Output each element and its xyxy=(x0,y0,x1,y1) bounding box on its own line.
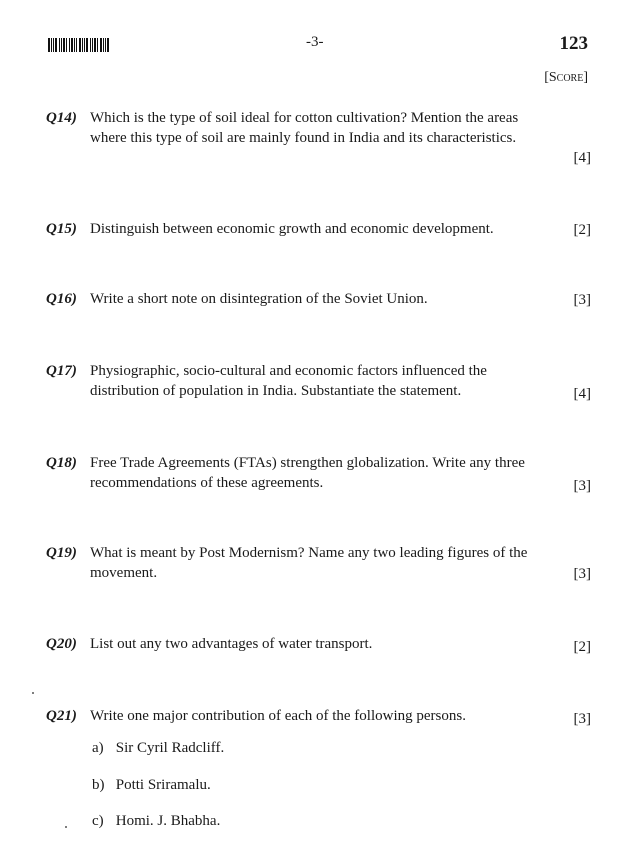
question-20 xyxy=(46,634,591,654)
question-text: List out any two advantages of water transport. xyxy=(90,636,373,652)
question-number: Q15) xyxy=(46,221,77,237)
question-number: Q20) xyxy=(46,636,77,652)
question-number: Q18) xyxy=(46,455,77,471)
barcode xyxy=(48,38,122,52)
question-marks: [4] xyxy=(573,150,591,166)
paper-code: 123 xyxy=(559,33,588,54)
question-text: Which is the type of soil ideal for cotton cultivation? Mention the areas where this type of soil are mainly found in India and its characteristics. xyxy=(90,110,519,146)
option-label: a) xyxy=(92,740,104,756)
option-c xyxy=(92,813,220,830)
question-15 xyxy=(46,219,591,239)
option-text: Potti Sriramalu. xyxy=(115,777,211,793)
question-text: Write a short note on disintegration of the Soviet Union. xyxy=(90,291,428,307)
option-label: c) xyxy=(92,813,104,829)
question-17 xyxy=(46,361,591,401)
question-14 xyxy=(46,108,591,166)
option-label: b) xyxy=(92,777,105,793)
question-number: Q16) xyxy=(46,291,77,307)
stray-mark xyxy=(65,826,67,828)
question-number: Q21) xyxy=(46,708,77,724)
question-18 xyxy=(46,453,591,493)
question-16 xyxy=(46,289,591,309)
question-marks: [2] xyxy=(573,639,591,655)
question-number: Q14) xyxy=(46,110,77,126)
option-b xyxy=(92,777,211,794)
question-21 xyxy=(46,706,591,726)
question-text: Write one major contribution of each of the following persons. xyxy=(90,708,466,724)
question-text: Physiographic, socio-cultural and economic factors influenced the distribution of population in India. Substantiate the statement. xyxy=(90,363,487,399)
question-number: Q17) xyxy=(46,363,77,379)
score-header: [Score] xyxy=(544,70,588,85)
question-text: Free Trade Agreements (FTAs) strengthen globalization. Write any three recommendations of these agreements. xyxy=(90,455,525,491)
question-text: Distinguish between economic growth and economic development. xyxy=(90,221,494,237)
question-marks: [3] xyxy=(573,566,591,582)
option-a xyxy=(92,740,224,757)
stray-mark xyxy=(32,692,34,694)
question-marks: [3] xyxy=(573,711,591,727)
question-marks: [4] xyxy=(573,386,591,402)
option-text: Sir Cyril Radcliff. xyxy=(115,740,225,756)
question-marks: [2] xyxy=(573,222,591,238)
question-marks: [3] xyxy=(573,478,591,494)
question-19 xyxy=(46,543,591,583)
page-number: -3- xyxy=(306,34,324,50)
option-text: Homi. J. Bhabha. xyxy=(115,813,221,829)
question-number: Q19) xyxy=(46,545,77,561)
question-marks: [3] xyxy=(573,292,591,308)
question-text: What is meant by Post Modernism? Name any two leading figures of the movement. xyxy=(90,545,528,581)
